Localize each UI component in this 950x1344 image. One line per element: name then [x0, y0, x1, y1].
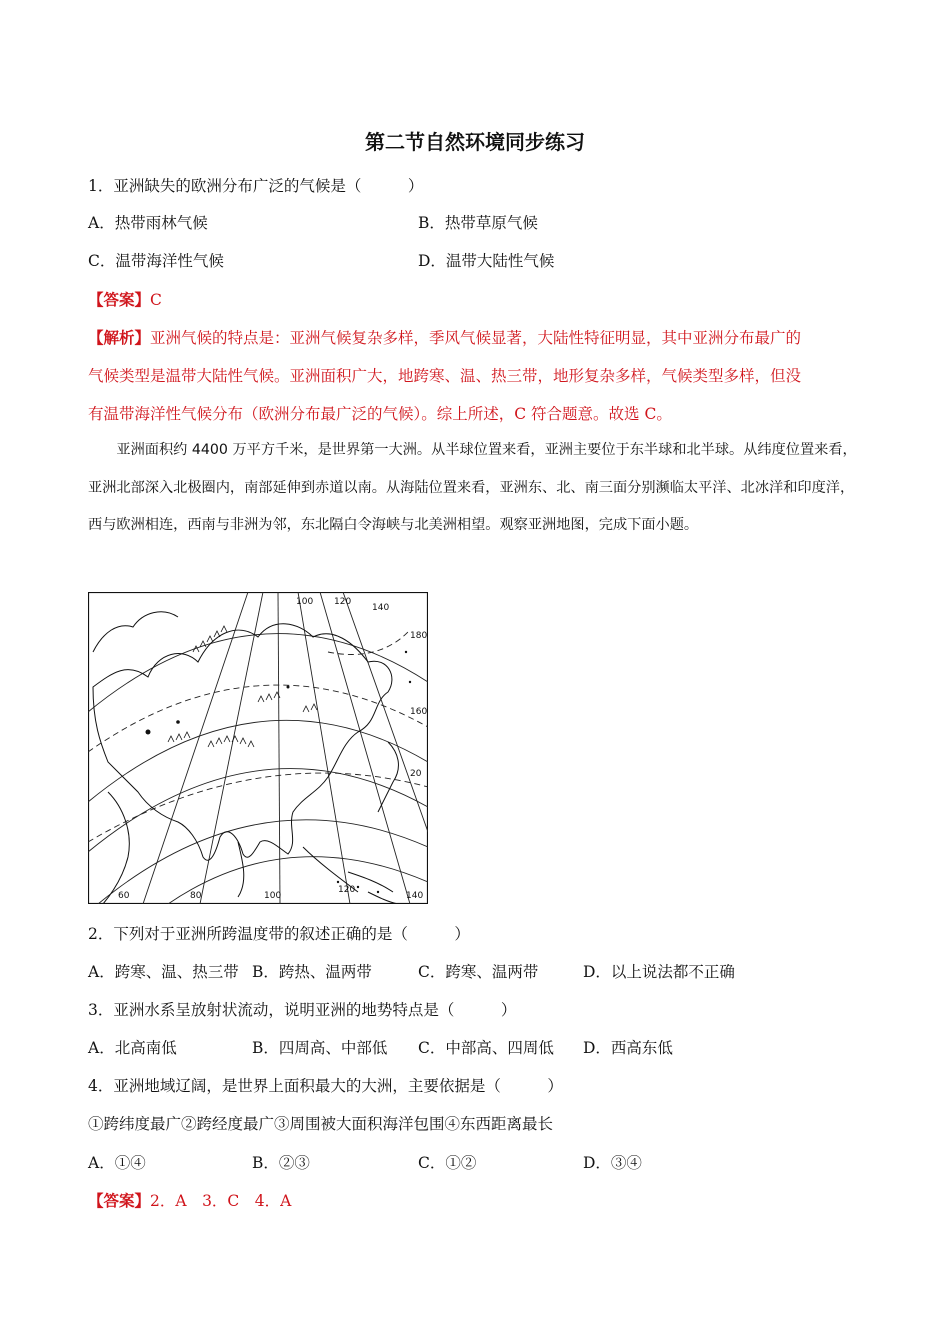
question-1-stem: 1．亚洲缺失的欧洲分布广泛的气候是（ ）: [88, 177, 424, 195]
page-title: 第二节自然环境同步练习: [365, 130, 585, 154]
label-lon-120: 120: [338, 885, 356, 895]
question-3-option-d: D．西高东低: [583, 1039, 673, 1057]
question-4-option-a: A．①④: [88, 1154, 146, 1172]
island-dot: [409, 681, 411, 683]
label-lon-80: 80: [190, 891, 202, 901]
question-4-option-b: B．②③: [252, 1154, 310, 1172]
answer-tag: 【答案】: [88, 1191, 151, 1210]
label-lon-60: 60: [118, 891, 130, 901]
map-frame: [89, 593, 428, 904]
question-2-option-d: D．以上说法都不正确: [583, 963, 735, 981]
answers-2-to-4: [88, 1189, 291, 1211]
question-1-analysis-line-1: [88, 326, 801, 348]
question-3-option-a: A．北高南低: [88, 1039, 177, 1057]
question-3-option-c: C．中部高、四周低: [418, 1039, 554, 1057]
label-lon-100-top: 100: [296, 597, 314, 607]
asia-map-figure: [88, 592, 428, 904]
answers-text: 2．A 3．C 4．A: [150, 1192, 292, 1210]
lake-baikal: [287, 686, 290, 689]
question-2-option-a: A．跨寒、温、热三带: [88, 963, 239, 981]
question-4-stem: 4．亚洲地域辽阔，是世界上面积最大的大洲，主要依据是（ ）: [88, 1077, 563, 1095]
question-4-option-d: D．③④: [583, 1154, 642, 1172]
question-2-stem: 2．下列对于亚洲所跨温度带的叙述正确的是（ ）: [88, 925, 470, 943]
question-3-option-b: B．四周高、中部低: [252, 1039, 388, 1057]
question-2-option-c: C．跨寒、温两带: [418, 963, 539, 981]
question-1-analysis-line-2: 气候类型是温带大陆性气候。亚洲面积广大，地跨寒、温、热三带，地形复杂多样，气候类型多样，但没: [88, 367, 802, 385]
question-1-option-c: C．温带海洋性气候: [88, 252, 224, 270]
label-lat-20: 20: [410, 769, 422, 779]
question-1-analysis-line-3: 有温带海洋性气候分布（欧洲分布最广泛的气候）。综上所述，C 符合题意。故选 C。: [88, 405, 672, 423]
question-1-option-d: D．温带大陆性气候: [418, 252, 555, 270]
label-lon-100: 100: [264, 891, 282, 901]
analysis-text-1: 亚洲气候的特点是：亚洲气候复杂多样，季风气候显著，大陆性特征明显，其中亚洲分布最广的: [150, 329, 802, 347]
reading-passage: 亚洲面积约 4400 万平方千米，是世界第一大洲。从半球位置来看，亚洲主要位于东半球和北半球。从纬度位置来看，亚洲北部深入北极圈内，南部延伸到赤道以南。从海陆位置来看，亚洲东、北、南三面分别濒临太平洋、北冰洋和印度洋，西与欧洲相连，西南与非洲为邻，东北隔白令海峡与北美洲相望。观察亚洲地图，完成下面小题。: [88, 442, 857, 533]
question-2-option-b: B．跨热、温两带: [252, 963, 372, 981]
island-dot: [337, 881, 339, 883]
label-lon-140: 140: [406, 891, 424, 901]
question-4-option-c: C．①②: [418, 1154, 477, 1172]
question-4-items: ①跨纬度最广②跨经度最广③周围被大面积海洋包围④东西距离最长: [88, 1115, 554, 1133]
label-lon-120-top: 120: [334, 597, 352, 607]
island-dot: [405, 651, 407, 653]
answer-tag: 【答案】: [88, 290, 151, 309]
asia-map-svg: [88, 592, 428, 904]
question-3-stem: 3．亚洲水系呈放射状流动，说明亚洲的地势特点是（ ）: [88, 1001, 517, 1019]
label-lon-140-top: 140: [372, 603, 390, 613]
question-1-option-a: A．热带雨林气候: [88, 214, 208, 232]
label-lon-180: 180: [410, 631, 428, 641]
answer-value: C: [150, 291, 162, 309]
aral-sea: [176, 720, 180, 724]
island-dot: [357, 886, 359, 888]
question-1-answer: [88, 288, 162, 310]
label-lon-160: 160: [410, 707, 428, 717]
analysis-tag: 【解析】: [88, 328, 151, 347]
question-1-option-b: B．热带草原气候: [418, 214, 538, 232]
island-dot: [377, 891, 379, 893]
caspian-sea: [146, 730, 151, 735]
